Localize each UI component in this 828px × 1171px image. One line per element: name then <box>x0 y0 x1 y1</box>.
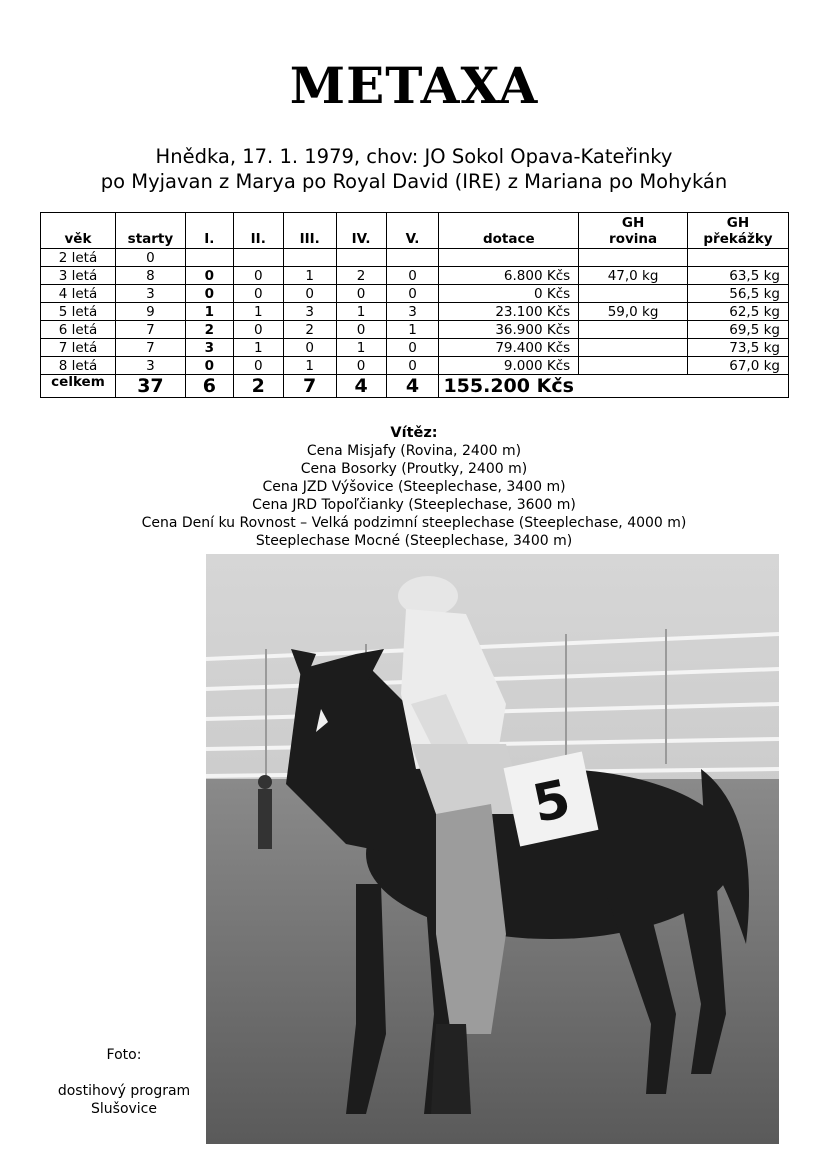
cell-fourth: 2 <box>336 267 386 285</box>
total-cell-starts: 37 <box>115 375 185 398</box>
cell-first: 0 <box>185 285 233 303</box>
cell-prize: 79.400 Kčs <box>439 339 579 357</box>
col-header-gh-jumps <box>688 213 789 249</box>
cell-fifth: 3 <box>386 303 439 321</box>
subtitle-pedigree: po Myjavan z Marya po Royal David (IRE) z Mariana po Mohykán <box>100 170 728 193</box>
cell-first: 0 <box>185 357 233 375</box>
cell-prize: 9.000 Kčs <box>439 357 579 375</box>
cell-age: 8 letá <box>41 357 116 375</box>
cell-third: 1 <box>283 267 336 285</box>
caption-label: Foto: <box>106 1047 142 1063</box>
cell-prize: 6.800 Kčs <box>439 267 579 285</box>
cell-prize: 36.900 Kčs <box>439 321 579 339</box>
caption-source-line1: dostihový program <box>57 1083 191 1099</box>
total-cell-third: 7 <box>283 375 336 398</box>
gh-jumps-line2: překážky <box>703 231 773 247</box>
cell-gh-jumps: 56,5 kg <box>688 285 789 303</box>
cell-starts: 3 <box>115 285 185 303</box>
table-total-row <box>41 375 789 398</box>
table-row <box>41 249 789 267</box>
cell-gh-jumps: 67,0 kg <box>688 357 789 375</box>
photo-caption <box>40 1046 208 1118</box>
table-header-row <box>41 213 789 249</box>
total-label: celkem <box>41 375 116 398</box>
cell-gh-jumps <box>688 249 789 267</box>
cell-fourth: 0 <box>336 321 386 339</box>
table-row <box>41 339 789 357</box>
cell-third <box>283 249 336 267</box>
cell-gh-flat <box>579 321 688 339</box>
cell-age: 5 letá <box>41 303 116 321</box>
cell-first: 1 <box>185 303 233 321</box>
race-stats-table <box>40 212 789 398</box>
cell-first: 3 <box>185 339 233 357</box>
horse-photo <box>206 554 779 1144</box>
cell-fifth: 0 <box>386 339 439 357</box>
cell-first <box>185 249 233 267</box>
cell-prize: 0 Kčs <box>439 285 579 303</box>
winner-race: Cena JRD Topoľčianky (Steeplechase, 3600 m) <box>252 497 576 513</box>
cell-age: 4 letá <box>41 285 116 303</box>
cell-gh-flat <box>579 249 688 267</box>
caption-source-line2: Slušovice <box>91 1101 157 1117</box>
saddle-cloth <box>504 752 599 847</box>
table-row <box>41 321 789 339</box>
table-row <box>41 357 789 375</box>
cell-age: 6 letá <box>41 321 116 339</box>
winner-race: Steeplechase Mocné (Steeplechase, 3400 m) <box>255 533 573 549</box>
cell-third: 1 <box>283 357 336 375</box>
gh-flat-line1: GH <box>621 215 645 231</box>
col-header-first: I. <box>185 213 233 249</box>
cell-third: 3 <box>283 303 336 321</box>
cell-second: 0 <box>233 285 283 303</box>
cell-second: 0 <box>233 357 283 375</box>
cell-gh-flat <box>579 339 688 357</box>
winner-section <box>0 424 828 550</box>
total-cell-second: 2 <box>233 375 283 398</box>
col-header-fifth: V. <box>386 213 439 249</box>
total-cell-fifth: 4 <box>386 375 439 398</box>
cell-gh-jumps: 63,5 kg <box>688 267 789 285</box>
cell-second: 0 <box>233 267 283 285</box>
cell-gh-flat <box>579 285 688 303</box>
col-header-second: II. <box>233 213 283 249</box>
table-row <box>41 303 789 321</box>
cell-second <box>233 249 283 267</box>
gh-flat-line2: rovina <box>609 231 658 247</box>
cell-gh-flat: 59,0 kg <box>579 303 688 321</box>
cell-first: 0 <box>185 267 233 285</box>
cell-starts: 7 <box>115 339 185 357</box>
cell-starts: 0 <box>115 249 185 267</box>
col-header-third: III. <box>283 213 336 249</box>
cell-starts: 3 <box>115 357 185 375</box>
saddle-cloth-number: 5 <box>527 768 576 836</box>
cell-second: 1 <box>233 303 283 321</box>
winner-race: Cena JZD Výšovice (Steeplechase, 3400 m) <box>262 479 566 495</box>
cell-fifth: 0 <box>386 285 439 303</box>
table-row <box>41 285 789 303</box>
cell-fourth: 0 <box>336 357 386 375</box>
cell-fifth: 0 <box>386 267 439 285</box>
winner-heading: Vítěz: <box>390 425 438 441</box>
cell-fifth: 1 <box>386 321 439 339</box>
cell-age: 2 letá <box>41 249 116 267</box>
cell-gh-jumps: 73,5 kg <box>688 339 789 357</box>
winner-race: Cena Dení ku Rovnost – Velká podzimní steeplechase (Steeplechase, 4000 m) <box>141 515 687 531</box>
cell-fourth: 1 <box>336 339 386 357</box>
col-header-prize: dotace <box>439 213 579 249</box>
cell-second: 1 <box>233 339 283 357</box>
cell-starts: 9 <box>115 303 185 321</box>
cell-second: 0 <box>233 321 283 339</box>
table-row <box>41 267 789 285</box>
cell-prize <box>439 249 579 267</box>
gh-jumps-line1: GH <box>726 215 750 231</box>
cell-fifth: 0 <box>386 357 439 375</box>
cell-gh-jumps: 62,5 kg <box>688 303 789 321</box>
total-cell-first: 6 <box>185 375 233 398</box>
cell-age: 3 letá <box>41 267 116 285</box>
total-cell-fourth: 4 <box>336 375 386 398</box>
total-cell-prize: 155.200 Kčs <box>439 375 789 398</box>
subtitle-breeding: Hnědka, 17. 1. 1979, chov: JO Sokol Opava-Kateřinky <box>155 145 673 168</box>
cell-fourth: 1 <box>336 303 386 321</box>
cell-age: 7 letá <box>41 339 116 357</box>
cell-third: 2 <box>283 321 336 339</box>
cell-third: 0 <box>283 339 336 357</box>
cell-prize: 23.100 Kčs <box>439 303 579 321</box>
winner-race: Cena Bosorky (Proutky, 2400 m) <box>300 461 528 477</box>
cell-first: 2 <box>185 321 233 339</box>
cell-fourth <box>336 249 386 267</box>
col-header-fourth: IV. <box>336 213 386 249</box>
winner-race: Cena Misjafy (Rovina, 2400 m) <box>306 443 522 459</box>
cell-starts: 7 <box>115 321 185 339</box>
col-header-age: věk <box>41 213 116 249</box>
cell-starts: 8 <box>115 267 185 285</box>
cell-gh-flat: 47,0 kg <box>579 267 688 285</box>
page-title: METAXA <box>289 56 539 115</box>
cell-fifth <box>386 249 439 267</box>
cell-third: 0 <box>283 285 336 303</box>
col-header-starts: starty <box>115 213 185 249</box>
cell-gh-flat <box>579 357 688 375</box>
cell-gh-jumps: 69,5 kg <box>688 321 789 339</box>
cell-fourth: 0 <box>336 285 386 303</box>
col-header-gh-flat <box>579 213 688 249</box>
